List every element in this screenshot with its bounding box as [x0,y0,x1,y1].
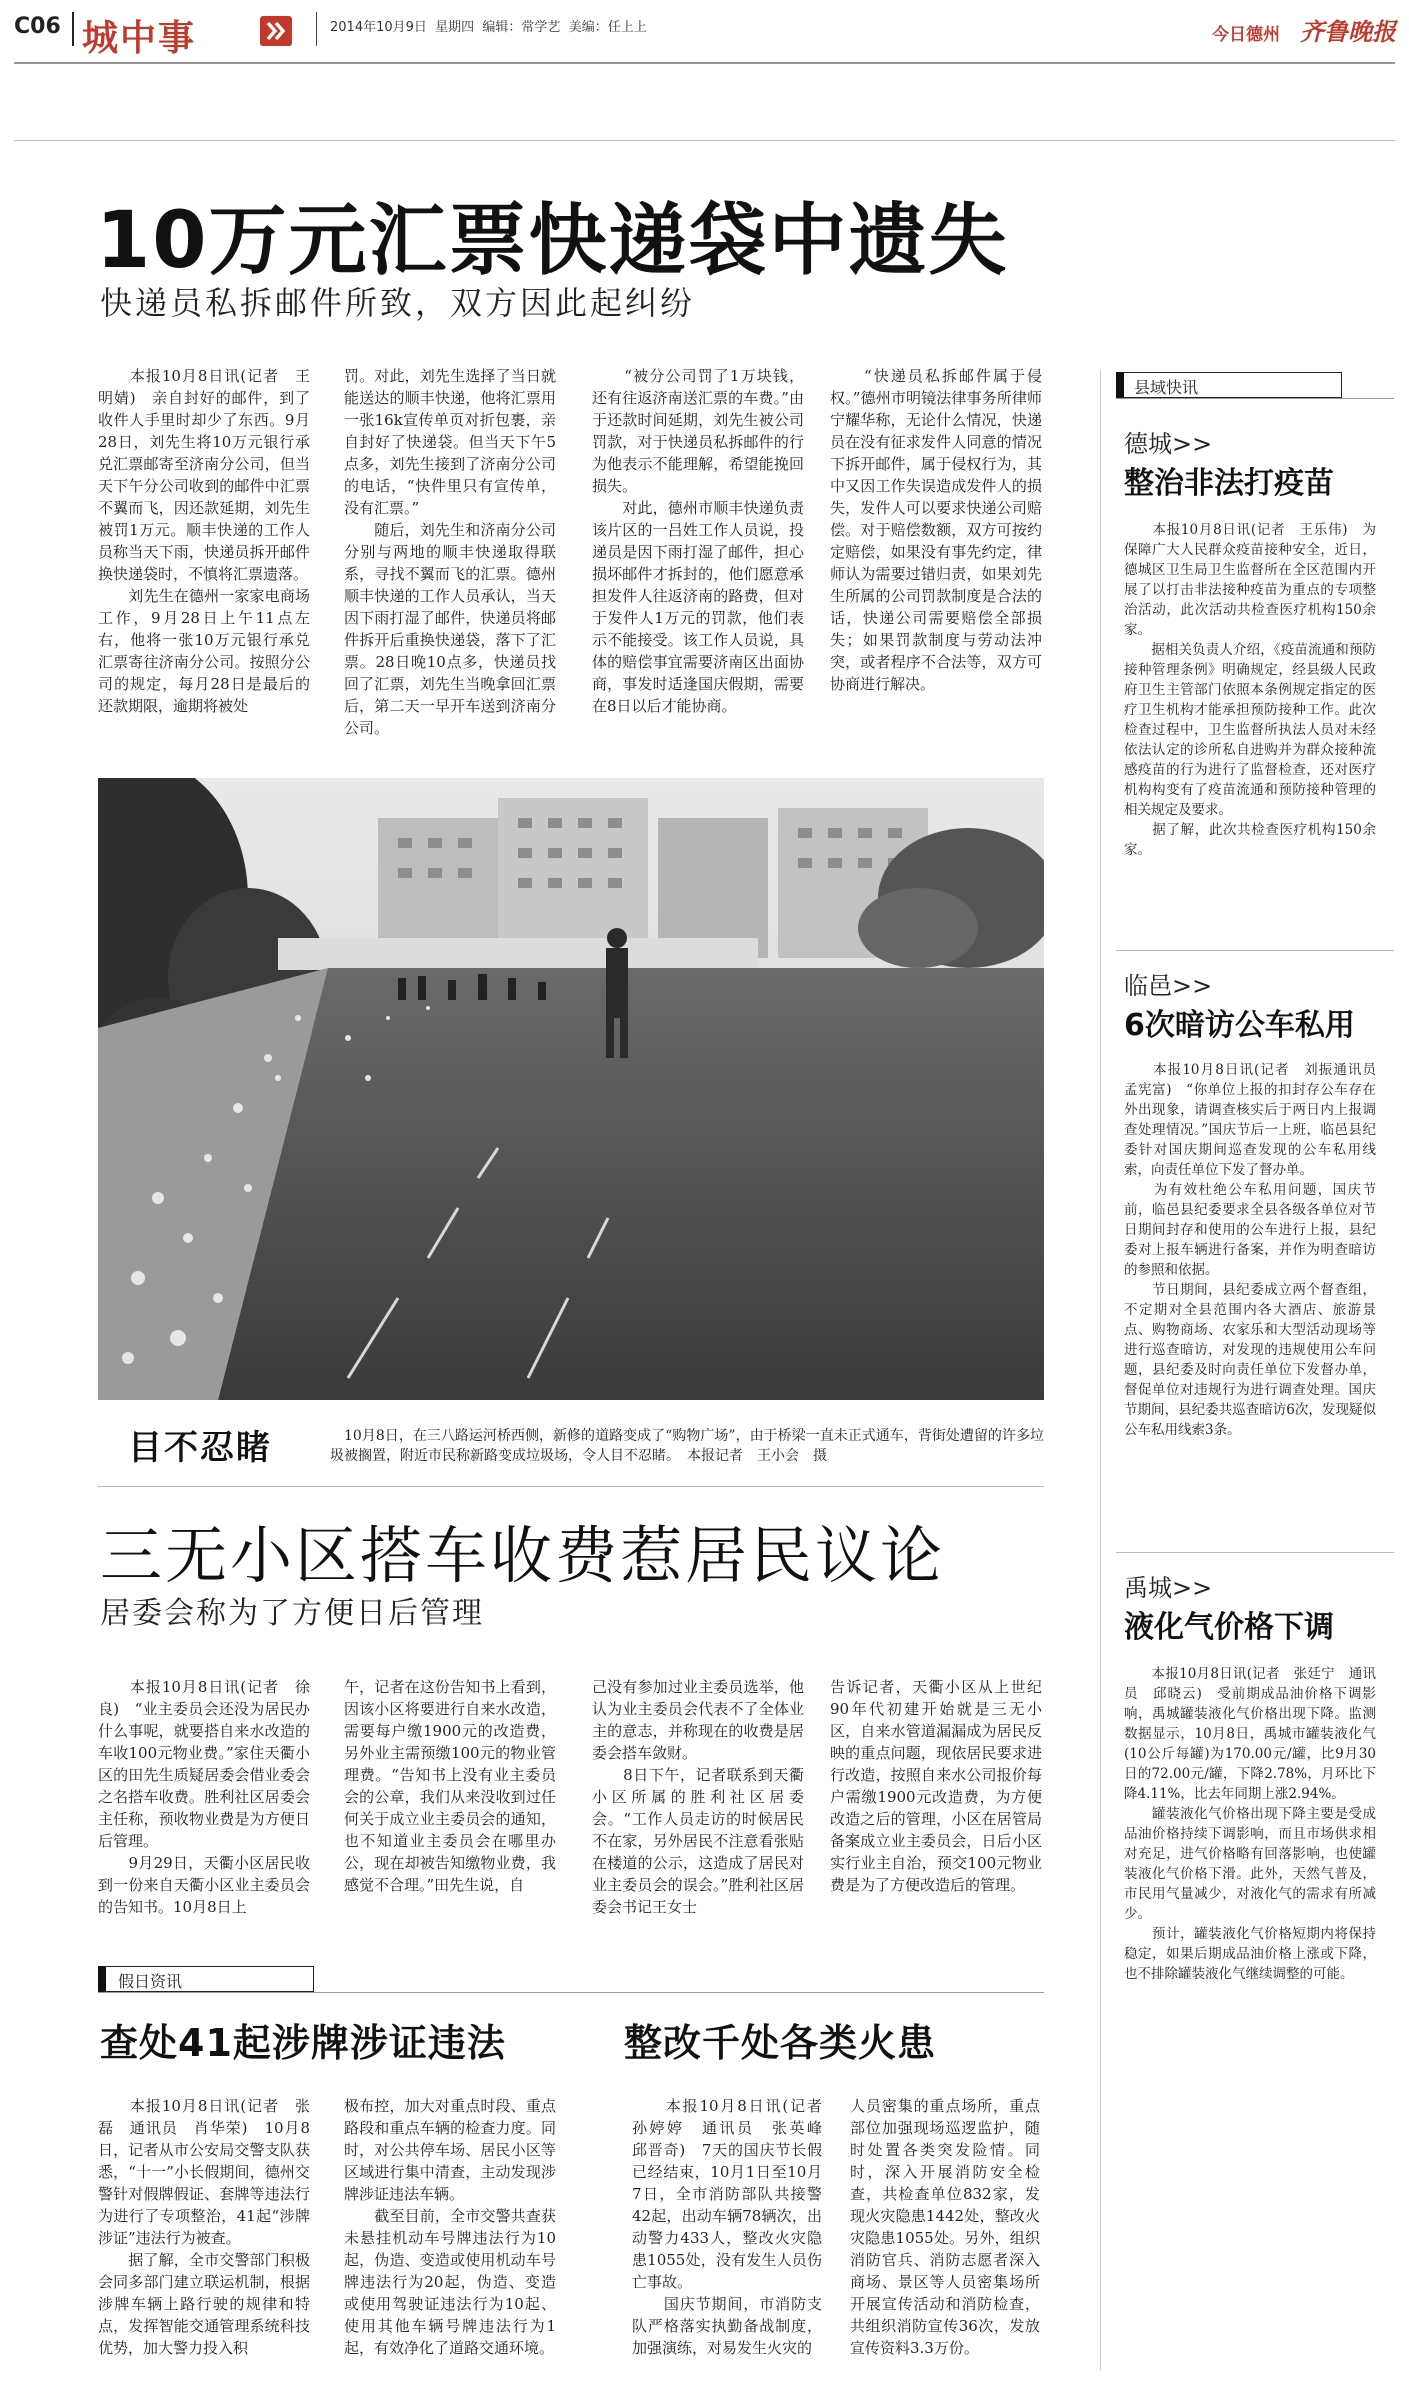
masthead-rule [14,62,1395,64]
story1-col3: “被分公司罚了1万块钱，还有往返济南送汇票的车费。”由于还款时间延期，刘先生被公司罚款，对于快递员私拆邮件的行为他表示不能理解，希望能挽回损失。 对此，德州市顺丰快递负责该片区的一吕姓工作人员说，投递员是因下雨打湿了邮件，担心损坏邮件才拆封的，他们愿意承担发件人往返济南的路费，但对于发件人1万元的罚款，他们表示不能接受。该工作人员说，具体的赔偿事宜需要济南区出面协商，事发时适逢国庆假期，需要在8日以后才能协商。 [592,367,804,715]
page-number: C06 [14,14,61,39]
holiday-label: 假日资讯 [118,1972,183,1991]
sidebar-item-headline: 液化气价格下调 [1124,1610,1334,1645]
story2-col2: 午，记者在这份告知书上看到，因该小区将要进行自来水改造，需要每户缴1900元的改造费，另外业主需预缴100元的物业管理费。“告知书上没有业主委员会的公章，我们从来没收到过任何关于成立业主委员会的通知，也不知道业主委员会在哪里办公，现在却被告知缴物业费，我感觉不合理。”田先生说，自 [344,1678,556,1894]
section-title: 城中事 [82,18,197,59]
holiday-a-headline: 查处41起涉牌涉证违法 [100,2021,506,2065]
story2-headline: 三无小区搭车收费惹居民议论 [100,1519,946,1592]
sidebar-item-place: 禹城>> [1124,1574,1213,1602]
masthead-rule-2 [14,140,1395,141]
holiday-b-col1: 本报10月8日讯(记者 孙婷婷 通讯员 张英峰 邱晋奇) 7天的国庆节长假已经结束，10月1日至10月7日，全市消防部队共接警42起，出动车辆78辆次，出动警力433人，整改火灾隐患1055处，没有发生人员伤亡事故。 国庆节期间，市消防支队严格落实执勤备战制度，加强演练，对易发生火灾的 [632,2097,822,2357]
story2-subhead: 居委会称为了方便日后管理 [100,1596,484,1631]
holiday-b-headline: 整改千处各类火患 [624,2021,937,2065]
section-arrow-icon [260,16,292,46]
photo-title: 目不忍睹 [128,1428,272,1468]
sidebar-label: 县域快讯 [1134,378,1199,397]
holiday-a-col1: 本报10月8日讯(记者 张磊 通讯员 肖华荣) 10月8日，记者从市公安局交警支队获悉，“十一”小长假期间，德州交警针对假牌假证、套牌等违法行为进行了专项整治，41起“涉牌涉证”违法行为被查。 据了解，全市交警部门积极会同多部门建立联运机制，根据涉牌车辆上路行驶的规律和特点，发挥智能交通管理系统科技优势，加大警力投入积 [98,2097,310,2357]
story1-col4: “快递员私拆邮件属于侵权。”德州市明镜法律事务所律师宁耀华称，无论什么情况，快递员在没有征求发件人同意的情况下拆开邮件，属于侵权行为，其中又因工作失误造成发件人的损失，发件人可以要求快递公司赔偿。对于赔偿数额，双方可按约定赔偿，如果没有事先约定，律师认为需要过错归责，如果刘先生所属的公司罚款制度是合法的话，快递公司需要赔偿全部损失；如果罚款制度与劳动法冲突，或者程序不合法等，双方可协商进行解决。 [830,367,1042,693]
sidebar-item-place: 临邑>> [1124,972,1213,1000]
sidebar-column-rule [1100,370,1101,2370]
sidebar-item-place: 德城>> [1124,430,1213,458]
holiday-top-rule [98,1992,1044,1993]
story1-col1: 本报10月8日讯(记者 王明婧) 亲自封好的邮件，到了收件人手里时却少了东西。9月28日，刘先生将10万元银行承兑汇票邮寄至济南分公司，但当天下午分公司收到的邮件中汇票不翼而飞，因还款延期，刘先生被罚1万元。顺丰快递的工作人员称当天下雨，快递员拆开邮件换快递袋时，不慎将汇票遗落。 刘先生在德州一家家电商场工作，9月28日上午11点左右，他将一张10万元银行承兑汇票寄往济南分公司。按照分公司的规定，每月28日是最后的还款期限，逾期将被处 [98,367,310,715]
story1-subhead: 快递员私拆邮件所致，双方因此起纠纷 [100,284,696,322]
story2-col3: 己没有参加过业主委员选举，他认为业主委员会代表不了全体业主的意志，并称现在的收费是居委会搭车敛财。 8日下午，记者联系到天衢小区所属的胜利社区居委会。“工作人员走访的时候居民不在家，另外居民不注意看张贴在楼道的公示，这造成了居民对业主委员会的误会。”胜利社区居委会书记王女士 [592,1678,804,1916]
brand-logo: 齐鲁晚报 [1300,17,1396,46]
photo-caption: 10月8日，在三八路运河桥西侧，新修的道路变成了“购物广场”，由于桥梁一直未正式通车，背街处遭留的许多垃圾被搁置，附近市民称新路变成垃圾场，令人目不忍睹。 本报记者 王小会 摄 [330,1428,1044,1464]
date-line: 2014年10月9日 星期四 编辑：常学艺 美编：任上上 [330,20,647,35]
sidebar-divider [1116,1552,1394,1553]
brand-small: 今日德州 [1212,25,1280,45]
sidebar-divider [1116,950,1394,951]
masthead-divider-mid [316,12,317,46]
story2-col1: 本报10月8日讯(记者 徐良) “业主委员会还没为居民办什么事呢，就要搭自来水改造的车收100元物业费。”家住天衢小区的田先生质疑居委会借业委会之名搭车收费。胜利社区居委会主任称，预收物业费是为方便日后管理。 9月29日，天衢小区居民收到一份来自天衢小区业主委员会的告知书。10月8日上 [98,1678,310,1916]
sidebar-item-body: 本报10月8日讯(记者 张廷宁 通讯员 邱晓云) 受前期成品油价格下调影响，禹城罐装液化气价格出现下降。监测数据显示，10月8日，禹城市罐装液化气(10公斤每罐)为170.00元/罐，比9月30日的72.00元/罐，下降2.78%，月环比下降4.11%，比去年同期上涨2.94%。 罐装液化气价格出现下降主要是受成品油价格持续下调影响，而且市场供求相对充足，进气价格略有回落影响，也使罐装液化气价格下滑。此外，天然气普及，市民用气量减少，对液化气的需求有所减少。 预计，罐装液化气价格短期内将保持稳定，如果后期成品油价格上涨或下降，也不排除罐装液化气继续调整的可能。 [1124,1666,1376,1982]
sidebar-item-headline: 6次暗访公车私用 [1124,1008,1355,1043]
sidebar-label-rule [1116,398,1394,399]
holiday-a-col2: 极布控，加大对重点时段、重点路段和重点车辆的检查力度。同时，对公共停车场、居民小区等区域进行集中清查，主动发现涉牌涉证违法车辆。 截至目前，全市交警共查获未悬挂机动车号牌违法行为10起，伪造、变造或使用机动车号牌违法行为20起，伪造、变造或使用驾驶证违法行为10起、使用其他车辆号牌违法行为1起，有效净化了道路交通环境。 [344,2097,556,2357]
story2-col4: 告诉记者，天衢小区从上世纪90年代初建开始就是三无小区，自来水管道漏漏成为居民反映的重点问题，现依居民要求进行改造，按照自来水公司报价每户需缴1900元改造费，为方便改造之后的管理，小区在居管局备案成立业主委员会，日后小区实行业主自治，预交100元物业费是为了方便改造后的管理。 [830,1678,1042,1894]
story2-top-rule [98,1486,1044,1487]
sidebar-item-body: 本报10月8日讯(记者 刘振通讯员 孟宪富) “你单位上报的扣封存公车存在外出现象，请调查核实后于两日内上报调查处理情况。”国庆节后一上班，临邑县纪委针对国庆期间巡查发现的公车私用线索，向责任单位下发了督办单。 为有效杜绝公车私用问题，国庆节前，临邑县纪委要求全县各级各单位对节日期间封存和使用的公车进行上报，县纪委对上报车辆进行备案，并作为明查暗访的参照和依据。 节日期间，县纪委成立两个督查组，不定期对全县范围内各大酒店、旅游景点、购物商场、农家乐和大型活动现场等进行巡查暗访，对发现的违规使用公车问题，县纪委及时向责任单位下发督办单，督促单位对违规行为进行调查处理。国庆节期间，县纪委共巡查暗访6次，发现疑似公车私用线索3条。 [1124,1062,1376,1438]
story1-col2: 罚。对此，刘先生选择了当日就能送达的顺丰快递，他将汇票用一张16k宣传单页对折包裹，亲自封好了快递袋。但当天下午5点多，刘先生接到了济南分公司的电话，“快件里只有宣传单，没有汇票。” 随后，刘先生和济南分公司分别与两地的顺丰快递取得联系，寻找不翼而飞的汇票。德州顺丰快递的工作人员承认，当天因下雨打湿了邮件，快递员将邮件拆开后重换快递袋，落下了汇票。28日晚10点多，快递员找回了汇票，刘先生当晚拿回汇票后，第二天一早开车送到济南分公司。 [344,367,556,737]
holiday-b-col2: 人员密集的重点场所，重点部位加强现场巡逻监护，随时处置各类突发险情。同时，深入开展消防安全检查，共检查单位832家，发现火灾隐患1442处，整改火灾隐患1055处。另外，组织消防官兵、消防志愿者深入商场、景区等人员密集场所开展宣传活动和消防检查，共组织消防宣传36次，发放宣传资料3.3万份。 [850,2097,1040,2357]
news-photo [98,778,1044,1400]
story1-headline: 10万元汇票快递袋中遗失 [96,196,1009,286]
sidebar-item-body: 本报10月8日讯(记者 王乐伟) 为保障广大人民群众疫苗接种安全，近日，德城区卫生局卫生监督所在全区范围内开展了以打击非法接种疫苗为重点的专项整治活动，此次活动共检查医疗机构150余家。 据相关负责人介绍，《疫苗流通和预防接种管理条例》明确规定，经县级人民政府卫生主管部门依照本条例规定指定的医疗卫生机构才能承担预防接种工作。此次检查过程中，卫生监督所执法人员对未经依法认定的诊所私自进购并为群众接种流感疫苗的行为进行了监督检查，还对医疗机构构变有了疫苗流通和预防接种管理的相关规定及要求。 据了解，此次共检查医疗机构150余家。 [1124,522,1376,858]
sidebar-item-headline: 整治非法打疫苗 [1124,466,1334,501]
masthead-divider-left [72,12,74,46]
